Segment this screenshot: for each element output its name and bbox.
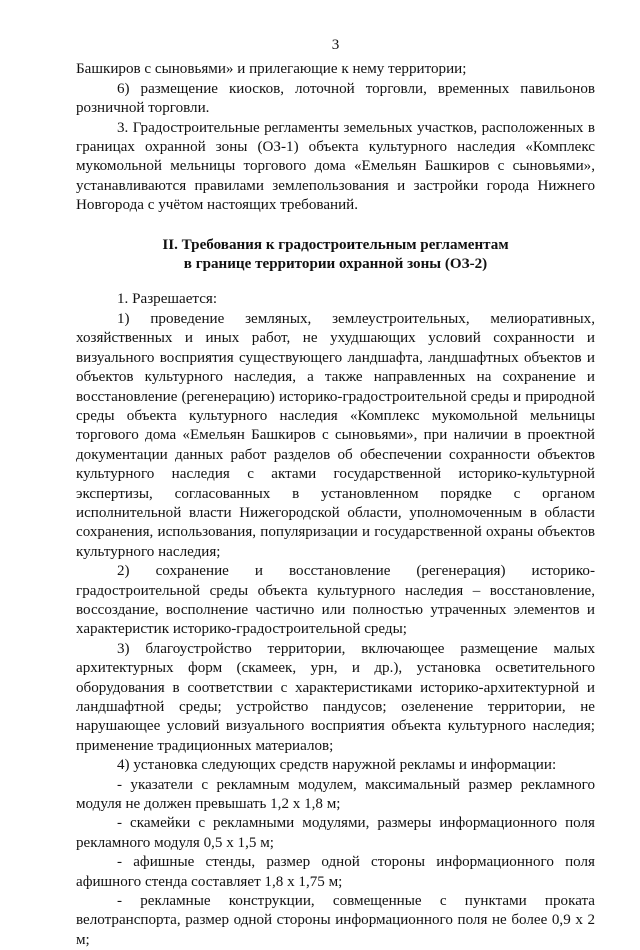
paragraph-continuation: Башкиров с сыновьями» и прилегающие к нему территории; bbox=[76, 61, 467, 78]
list-item-benches: - скамейки с рекламными модулями, размеры информационного поля рекламного модуля 0,5 х 1,5 м; bbox=[76, 815, 595, 851]
list-item-poster-stands: - афишные стенды, размер одной стороны информационного поля афишного стенда составляет 1,8 х 1,75 м; bbox=[76, 854, 595, 890]
paragraph-item-2: 2) сохранение и восстановление (регенерация) историко-градостроительной среды объекта культурного наследия – восстановление, воссоздание, восполнение частично или полностью утраченных элементов и характеристик историко-градостроительной среды; bbox=[76, 563, 595, 638]
section-heading bbox=[76, 236, 595, 275]
paragraph-item-3: 3) благоустройство территории, включающее размещение малых архитектурных форм (скамеек, урн, и др.), установка осветительного оборудования в соответствии с характеристиками историко-архитектурной и ландшафтной среды; устройство пандусов; озеленение территории, не нарушающее условий визуального восприятия объекта культурного наследия; применение традиционных материалов; bbox=[76, 640, 595, 754]
paragraph-item-1: 1) проведение земляных, землеустроительных, мелиоративных, хозяйственных и иных работ, не ухудшающих условий сохранности и визуального восприятия существующего ландшафта, ландшафтных объектов и объектов культурного наследия, а также направленных на сохранение и восстановление (регенерацию) историко-градостроительной среды и природной среды объекта культурного наследия «Комплекс мукомольной мельницы торгового дома «Емельян Башкиров с сыновьями», при наличии в проектной документации данных работ разделов об обеспечении сохранности объектов культурного наследия с актами государственной историко-культурной экспертизы, согласованных в установленном порядке с органом исполнительной власти Нижегородской области, уполномоченным в области сохранения, использования, популяризации и государственной охраны объектов культурного наследия; bbox=[76, 310, 595, 560]
paragraph-item-6: 6) размещение киосков, лоточной торговли, временных павильонов розничной торговли. bbox=[76, 80, 595, 117]
section-heading-line-2: в границе территории охранной зоны (ОЗ-2) bbox=[183, 256, 488, 273]
section-heading-line-1: II. Требования к градостроительным регламентам bbox=[162, 236, 509, 253]
list-item-signposts: - указатели с рекламным модулем, максимальный размер рекламного модуля не должен превышать 1,2 х 1,8 м; bbox=[76, 776, 595, 813]
paragraph-item-4: 4) установка следующих средств наружной рекламы и информации: bbox=[117, 757, 557, 774]
page-number: 3 bbox=[331, 37, 340, 53]
list-item-bike-rental-ads: - рекламные конструкции, совмещенные с пунктами проката велотранспорта, размер одной стороны информационного поля не более 0,9 х 2 м; bbox=[76, 893, 595, 948]
paragraph-clause-1: 1. Разрешается: bbox=[117, 291, 218, 308]
paragraph-clause-3: 3. Градостроительные регламенты земельных участков, расположенных в границах охранной зоны (ОЗ-1) объекта культурного наследия «Комплекс мукомольной мельницы торгового дома «Емельян Башкиров с сыновьями», устанавливаются правилами землепользования и застройки города Нижнего Новгорода с учётом настоящих требований. bbox=[76, 119, 595, 214]
